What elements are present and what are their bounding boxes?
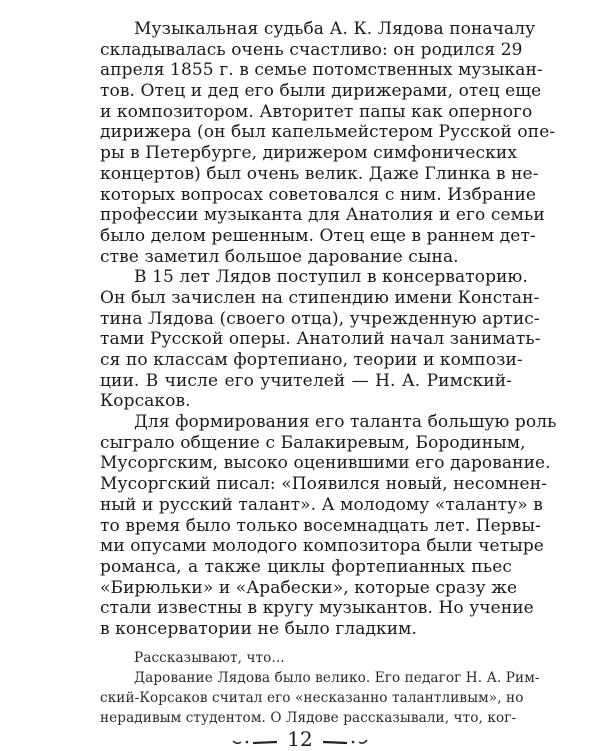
paragraph [100, 19, 556, 267]
text-line: и композитором. Авторитет папы как оперного [100, 101, 533, 122]
text-line: тами Русской оперы. Анатолий начал занимать- [100, 329, 541, 350]
main-text [100, 19, 557, 640]
text-line: стве заметил большое дарование сына. [100, 246, 459, 267]
text-line: было делом решенным. Отец еще в раннем дет- [100, 225, 536, 246]
text-line: складывалась очень счастливо: он родился 29 [100, 39, 523, 60]
aside-box [100, 648, 540, 728]
text-line: которых вопросах советовался с ним. Избрание [100, 184, 537, 205]
paragraph [100, 267, 541, 412]
text-line: профессии музыканта для Анатолия и его семьи [100, 205, 545, 226]
paragraph [100, 412, 557, 640]
text-line: тов. Отец и дед его были дирижерами, отец еще [100, 81, 542, 102]
text-line: ся по классам фортепиано, теории и компози- [100, 350, 523, 370]
ornament-right-icon [319, 736, 369, 746]
aside-line: ский-Корсаков считал его «несказанно талантливым», но [100, 690, 524, 706]
text-line: «Бирюльки» и «Арабески», которые сразу же [100, 577, 518, 598]
page-number: 12 [287, 727, 313, 751]
page-footer [0, 727, 600, 751]
text-line: в консерватории не было гладким. [100, 618, 418, 639]
text-line: ми опусами молодого композитора были четыре [100, 536, 544, 557]
text-line: то время было только восемнадцать лет. Первы- [100, 515, 541, 536]
ornament-left-icon [231, 736, 281, 746]
text-line: Он был зачислен на стипендию имени Констан- [100, 287, 540, 308]
aside-line: нерадивым студентом. О Лядове рассказывали, что, ког- [100, 710, 517, 726]
text-line: апреля 1855 г. в семье потомственных музыкан- [100, 60, 543, 81]
text-line: стали известны в кругу музыкантов. Но учение [100, 598, 534, 619]
text-line: Корсаков. [100, 391, 191, 412]
aside-line: Дарование Лядова было велико. Его педагог Н. А. Рим- [134, 670, 540, 686]
text-line: Музыкальная судьба А. К. Лядова поначалу [134, 19, 536, 39]
aside-heading: Рассказывают, что... [134, 650, 285, 666]
text-line: ры в Петербурге, дирижером симфонических [100, 143, 518, 164]
text-line: дирижера (он был капельмейстером Русской опе- [100, 122, 556, 143]
text-line: Для формирования его таланта большую роль [134, 412, 557, 433]
text-line: ции. В числе его учителей — Н. А. Римский- [100, 370, 512, 391]
text-line: ный и русский талант». А молодому «таланту» в [100, 494, 543, 515]
text-line: Мусоргский писал: «Появился новый, несомнен- [100, 474, 547, 495]
text-line: В 15 лет Лядов поступил в консерваторию. [134, 267, 528, 288]
text-line: сыграло общение с Балакиревым, Бородиным, [100, 432, 526, 453]
text-line: тина Лядова (своего отца), учрежденную артис- [100, 308, 540, 329]
text-line: романса, а также циклы фортепианных пьес [100, 556, 512, 577]
text-line: концертов) был очень велик. Даже Глинка в не- [100, 163, 539, 184]
text-line: Мусоргским, высоко оценившими его дарование. [100, 453, 551, 474]
